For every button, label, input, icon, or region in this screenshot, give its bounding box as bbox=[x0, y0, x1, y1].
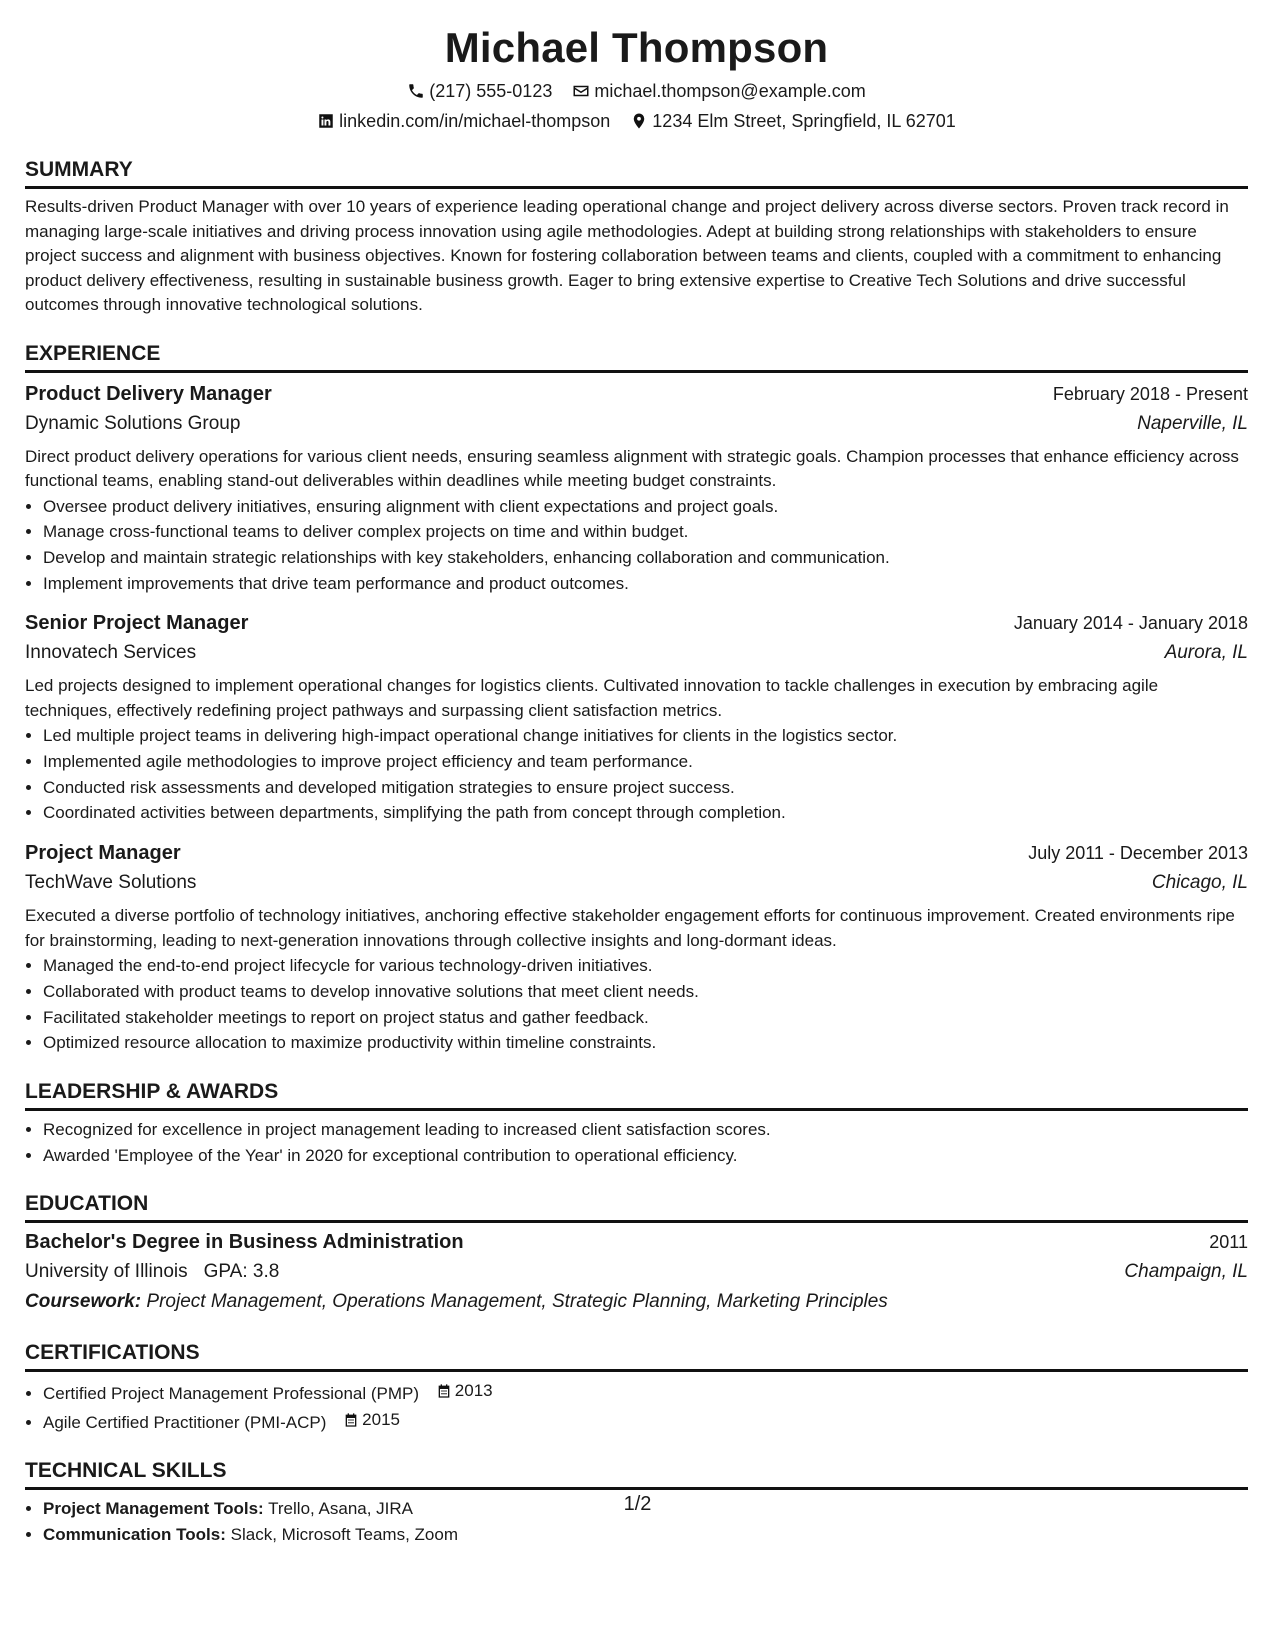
list-item: • Facilitated stakeholder meetings to report on project status and gather feedback. bbox=[43, 1005, 1248, 1031]
school-name: University of Illinois bbox=[25, 1261, 188, 1283]
list-item: • Recognized for excellence in project management leading to increased client satisfaction scores. bbox=[43, 1117, 1248, 1143]
contact-address bbox=[630, 108, 956, 134]
company-name: Innovatech Services bbox=[25, 642, 197, 664]
certifications-list bbox=[25, 1378, 1248, 1435]
email-text[interactable]: michael.thompson@example.com bbox=[594, 81, 866, 101]
map-marker-icon bbox=[630, 112, 648, 130]
skill-value: Slack, Microsoft Teams, Zoom bbox=[230, 1525, 458, 1545]
job-bullets bbox=[25, 953, 1248, 1056]
calendar-icon bbox=[436, 1383, 452, 1399]
list-item: • Develop and maintain strategic relationships with key stakeholders, enhancing collaboration and communication. bbox=[43, 545, 1248, 571]
skill-value: Trello, Asana, JIRA bbox=[268, 1499, 414, 1519]
cert-year: 2015 bbox=[362, 1409, 400, 1429]
job-entry bbox=[25, 379, 1248, 597]
list-item: • Manage cross-functional teams to deliver complex projects on time and within budget. bbox=[43, 519, 1248, 545]
address-text: 1234 Elm Street, Springfield, IL 62701 bbox=[652, 111, 956, 131]
graduation-year: 2011 bbox=[1209, 1232, 1248, 1253]
job-entry bbox=[25, 608, 1248, 826]
calendar-icon bbox=[343, 1412, 359, 1428]
cert-name: Certified Project Management Professional (PMP) bbox=[43, 1384, 420, 1404]
list-item: • Awarded 'Employee of the Year' in 2020 for exceptional contribution to operational efficiency. bbox=[43, 1143, 1248, 1169]
contact-email[interactable] bbox=[572, 78, 865, 104]
certifications-section bbox=[25, 1339, 1248, 1435]
section-title-certifications: CERTIFICATIONS bbox=[25, 1339, 1248, 1372]
job-title: Senior Project Manager bbox=[25, 612, 249, 635]
job-dates: February 2018 - Present bbox=[1052, 383, 1248, 404]
skill-label: Project Management Tools: bbox=[43, 1499, 264, 1519]
job-description: Executed a diverse portfolio of technology initiatives, anchoring effective stakeholder engagement efforts for continuous improvement. Created environments ripe for brainstorming, leading to next-generation innovations through collective insights and long-dormant ideas. bbox=[25, 906, 1235, 950]
section-title-summary: SUMMARY bbox=[25, 156, 1248, 189]
gpa: GPA: 3.8 bbox=[203, 1261, 280, 1283]
job-entry bbox=[25, 838, 1248, 1056]
degree-title: Bachelor's Degree in Business Administration bbox=[25, 1231, 464, 1254]
list-item: • Collaborated with product teams to develop innovative solutions that meet client needs. bbox=[43, 979, 1248, 1005]
job-description: Led projects designed to implement operational changes for logistics clients. Cultivated innovation to tackle challenges in execution by embracing agile techniques, effectively redefining project pathways and surpassing client satisfaction metrics. bbox=[25, 676, 1159, 720]
list-item bbox=[43, 1522, 1248, 1548]
resume-page bbox=[25, 18, 1248, 1548]
cert-year: 2013 bbox=[454, 1381, 493, 1401]
skill-label: Communication Tools: bbox=[43, 1525, 226, 1545]
company-name: TechWave Solutions bbox=[25, 872, 197, 894]
list-item bbox=[43, 1407, 1248, 1436]
summary-section bbox=[25, 156, 1248, 318]
list-item: • Oversee product delivery initiatives, ensuring alignment with client expectations and project goals. bbox=[43, 494, 1248, 520]
contact-row-1 bbox=[25, 78, 1248, 104]
job-description: Direct product delivery operations for various client needs, ensuring seamless alignment with strategic goals. Champion processes that enhance efficiency across functional teams, enabling stand-out deliverables within deadlines while meeting budget constraints. bbox=[25, 446, 1239, 490]
phone-text: (217) 555-0123 bbox=[429, 81, 553, 101]
job-location: Chicago, IL bbox=[1151, 872, 1248, 894]
list-item: • Optimized resource allocation to maximize productivity within timeline constraints. bbox=[43, 1030, 1248, 1056]
coursework bbox=[25, 1287, 1248, 1317]
phone-icon bbox=[407, 82, 425, 100]
contact-row-2 bbox=[25, 108, 1248, 134]
coursework-label: Coursework: bbox=[25, 1291, 142, 1313]
cert-name: Agile Certified Practitioner (PMI-ACP) bbox=[43, 1412, 327, 1432]
page-number: 1/2 bbox=[623, 1493, 652, 1515]
job-title: Product Delivery Manager bbox=[25, 382, 272, 405]
linkedin-text[interactable]: linkedin.com/in/michael-thompson bbox=[339, 111, 611, 131]
candidate-name: Michael Thompson bbox=[444, 24, 829, 71]
section-title-education: EDUCATION bbox=[25, 1190, 1248, 1223]
section-title-leadership: LEADERSHIP & AWARDS bbox=[25, 1078, 1248, 1111]
job-location: Aurora, IL bbox=[1164, 642, 1248, 664]
leadership-section bbox=[25, 1078, 1248, 1168]
list-item: • Managed the end-to-end project lifecycle for various technology-driven initiatives. bbox=[43, 953, 1248, 979]
contact-linkedin[interactable] bbox=[317, 108, 610, 134]
job-bullets bbox=[25, 723, 1248, 826]
linkedin-icon bbox=[317, 112, 335, 130]
job-bullets bbox=[25, 494, 1248, 597]
summary-text: Results-driven Product Manager with over 10 years of experience leading operational change and project delivery across diverse sectors. Proven track record in managing large-scale initiatives and driving process innovation using agile methodologies. Adept at building strong relationships with stakeholders to ensure project success and alignment with business objectives. Known for fostering collaboration between teams and clients, coupled with a commitment to enhancing product delivery effectiveness, resulting in sustainable business growth. Eager to bring extensive expertise to Creative Tech Solutions and drive successful outcomes through innovative technological solutions. bbox=[25, 197, 1229, 314]
section-title-experience: EXPERIENCE bbox=[25, 340, 1248, 373]
experience-section bbox=[25, 340, 1248, 1056]
company-name: Dynamic Solutions Group bbox=[25, 412, 241, 434]
contact-phone bbox=[407, 78, 552, 104]
coursework-text: Project Management, Operations Management, Strategic Planning, Marketing Principles bbox=[146, 1291, 888, 1313]
list-item bbox=[43, 1378, 1248, 1407]
list-item: • Led multiple project teams in delivering high-impact operational change initiatives for clients in the logistics sector. bbox=[43, 723, 1248, 749]
list-item: • Implement improvements that drive team performance and product outcomes. bbox=[43, 571, 1248, 597]
education-section bbox=[25, 1190, 1248, 1317]
school-location: Champaign, IL bbox=[1124, 1261, 1248, 1283]
list-item: • Conducted risk assessments and developed mitigation strategies to ensure project success. bbox=[43, 775, 1248, 801]
envelope-icon bbox=[572, 82, 590, 100]
job-location: Naperville, IL bbox=[1137, 412, 1248, 434]
list-item: • Implemented agile methodologies to improve project efficiency and team performance. bbox=[43, 749, 1248, 775]
list-item: • Coordinated activities between departments, simplifying the path from concept through completion. bbox=[43, 800, 1248, 826]
leadership-list bbox=[25, 1117, 1248, 1168]
job-title: Project Manager bbox=[25, 842, 181, 865]
job-dates: January 2014 - January 2018 bbox=[1013, 613, 1248, 634]
section-title-skills: TECHNICAL SKILLS bbox=[25, 1457, 1248, 1490]
job-dates: July 2011 - December 2013 bbox=[1028, 843, 1248, 864]
